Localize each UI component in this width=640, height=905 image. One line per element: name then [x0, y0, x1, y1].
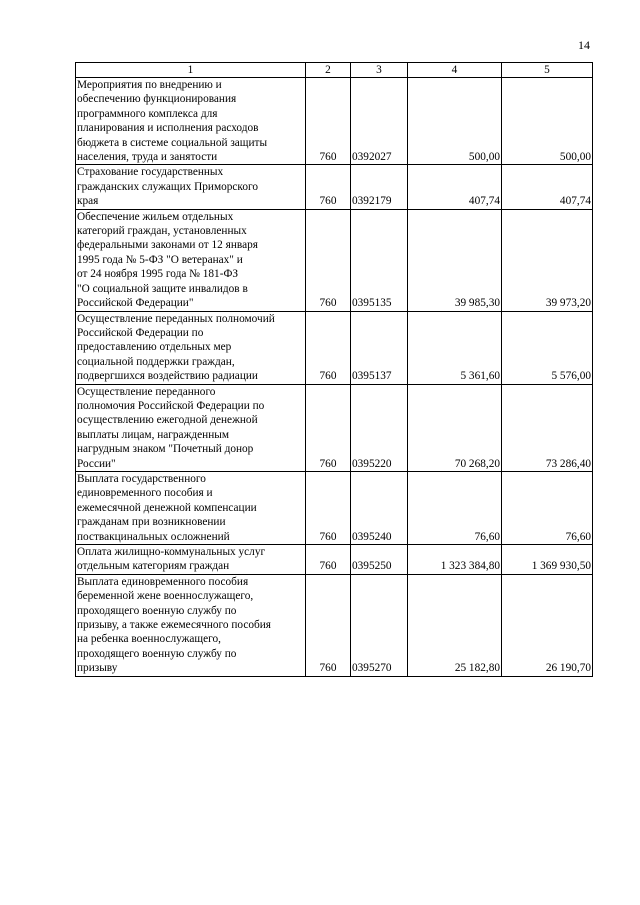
- row-amount-col5: 407,74: [502, 165, 593, 209]
- row-chapter-code: 760: [306, 574, 351, 676]
- row-chapter-code: 760: [306, 209, 351, 311]
- row-amount-col4: 70 268,20: [408, 384, 502, 471]
- table-header-row: [76, 63, 593, 78]
- row-amount-col4: 76,60: [408, 471, 502, 544]
- row-name-line: ежемесячной денежной компенсации: [77, 501, 257, 514]
- table-row: [76, 384, 593, 471]
- row-target-code: 0395250: [351, 545, 408, 575]
- row-amount-col5: 1 369 930,50: [502, 545, 593, 575]
- row-name-line: России": [77, 457, 116, 470]
- row-chapter-code: 760: [306, 311, 351, 384]
- row-target-code: 0395220: [351, 384, 408, 471]
- row-name-line: Мероприятия по внедрению и: [77, 79, 222, 91]
- row-name-line: программного комплекса для: [77, 107, 218, 120]
- row-name-line: полномочия Российской Федерации по: [77, 399, 265, 412]
- row-target-code: 0392179: [351, 165, 408, 209]
- row-name-line: проходящего военную службу по: [77, 604, 237, 617]
- column-header-3: 3: [351, 63, 408, 78]
- row-chapter-code: 760: [306, 384, 351, 471]
- row-amount-col4: 407,74: [408, 165, 502, 209]
- row-target-code: 0395270: [351, 574, 408, 676]
- table-row: [76, 545, 593, 575]
- row-name-line: населения, труда и занятости: [77, 151, 218, 164]
- table-row: [76, 574, 593, 676]
- row-name-line: отдельным категориям граждан: [77, 560, 230, 573]
- row-amount-col5: 500,00: [502, 78, 593, 165]
- row-name-line: категорий граждан, установленных: [77, 225, 247, 238]
- row-name-line: бюджета в системе социальной защиты: [77, 136, 268, 149]
- row-target-code: 0395137: [351, 311, 408, 384]
- row-name-line: Страхование государственных: [77, 166, 224, 179]
- row-name-line: единовременного пособия и: [77, 487, 213, 500]
- table-row: [76, 78, 593, 165]
- row-chapter-code: 760: [306, 78, 351, 165]
- row-name-line: гражданам при возникновении: [77, 516, 226, 529]
- table-row: [76, 165, 593, 209]
- row-target-code: 0392027: [351, 78, 408, 165]
- row-name-cell: [76, 78, 306, 165]
- row-amount-col5: 26 190,70: [502, 574, 593, 676]
- column-header-4: 4: [408, 63, 502, 78]
- table-row: [76, 209, 593, 311]
- row-name-line: Осуществление переданных полномочий: [77, 312, 275, 325]
- row-amount-col5: 39 973,20: [502, 209, 593, 311]
- row-name-line: подвергшихся воздействию радиации: [77, 370, 258, 383]
- row-name-line: Российской Федерации": [77, 297, 194, 310]
- row-name-cell: [76, 471, 306, 544]
- column-header-2: 2: [306, 63, 351, 78]
- column-header-5: 5: [502, 63, 593, 78]
- page-number: 14: [578, 38, 590, 52]
- row-amount-col4: 39 985,30: [408, 209, 502, 311]
- row-name-line: беременной жене военнослужащего,: [77, 590, 254, 603]
- row-name-line: осуществлению ежегодной денежной: [77, 414, 258, 427]
- row-name-line: Российской Федерации по: [77, 326, 204, 339]
- row-chapter-code: 760: [306, 545, 351, 575]
- row-name-cell: [76, 384, 306, 471]
- table-row: [76, 311, 593, 384]
- row-amount-col4: 25 182,80: [408, 574, 502, 676]
- row-name-cell: [76, 574, 306, 676]
- budget-table: [75, 62, 593, 677]
- row-name-line: края: [77, 195, 99, 208]
- row-name-line: "О социальной защите инвалидов в: [77, 282, 248, 295]
- table-row: [76, 471, 593, 544]
- row-name-line: Выплата единовременного пособия: [77, 575, 249, 588]
- row-name-line: 1995 года № 5-ФЗ "О ветеранах" и: [77, 253, 243, 266]
- table-body: [76, 78, 593, 677]
- row-name-line: Обеспечение жильем отдельных: [77, 210, 234, 223]
- row-name-cell: [76, 545, 306, 575]
- row-amount-col4: 1 323 384,80: [408, 545, 502, 575]
- row-name-line: выплаты лицам, награжденным: [77, 428, 229, 441]
- row-name-cell: [76, 209, 306, 311]
- row-name-line: нагрудным знаком "Почетный донор: [77, 443, 254, 456]
- row-name-line: Оплата жилищно-коммунальных услуг: [77, 546, 266, 558]
- row-chapter-code: 760: [306, 165, 351, 209]
- row-name-line: Осуществление переданного: [77, 385, 216, 398]
- row-target-code: 0395240: [351, 471, 408, 544]
- row-name-line: поствакцинальных осложнений: [77, 530, 230, 543]
- row-amount-col5: 5 576,00: [502, 311, 593, 384]
- row-name-line: предоставлению отдельных мер: [77, 341, 232, 354]
- row-name-cell: [76, 165, 306, 209]
- row-amount-col4: 5 361,60: [408, 311, 502, 384]
- column-header-1: 1: [76, 63, 306, 78]
- row-target-code: 0395135: [351, 209, 408, 311]
- row-name-cell: [76, 311, 306, 384]
- row-name-line: социальной поддержки граждан,: [77, 355, 235, 368]
- row-name-line: проходящего военную службу по: [77, 647, 237, 660]
- row-amount-col5: 73 286,40: [502, 384, 593, 471]
- row-name-line: обеспечению функционирования: [77, 93, 237, 106]
- row-name-line: планирования и исполнения расходов: [77, 122, 259, 135]
- row-name-line: призыву: [77, 662, 118, 675]
- row-name-line: гражданских служащих Приморского: [77, 180, 258, 193]
- row-name-line: Выплата государственного: [77, 472, 206, 485]
- row-name-line: федеральными законами от 12 января: [77, 239, 258, 252]
- row-chapter-code: 760: [306, 471, 351, 544]
- row-amount-col5: 76,60: [502, 471, 593, 544]
- row-name-line: на ребенка военнослужащего,: [77, 633, 221, 646]
- row-name-line: от 24 ноября 1995 года № 181-ФЗ: [77, 268, 239, 281]
- row-name-line: призыву, а также ежемесячного пособия: [77, 619, 271, 632]
- row-amount-col4: 500,00: [408, 78, 502, 165]
